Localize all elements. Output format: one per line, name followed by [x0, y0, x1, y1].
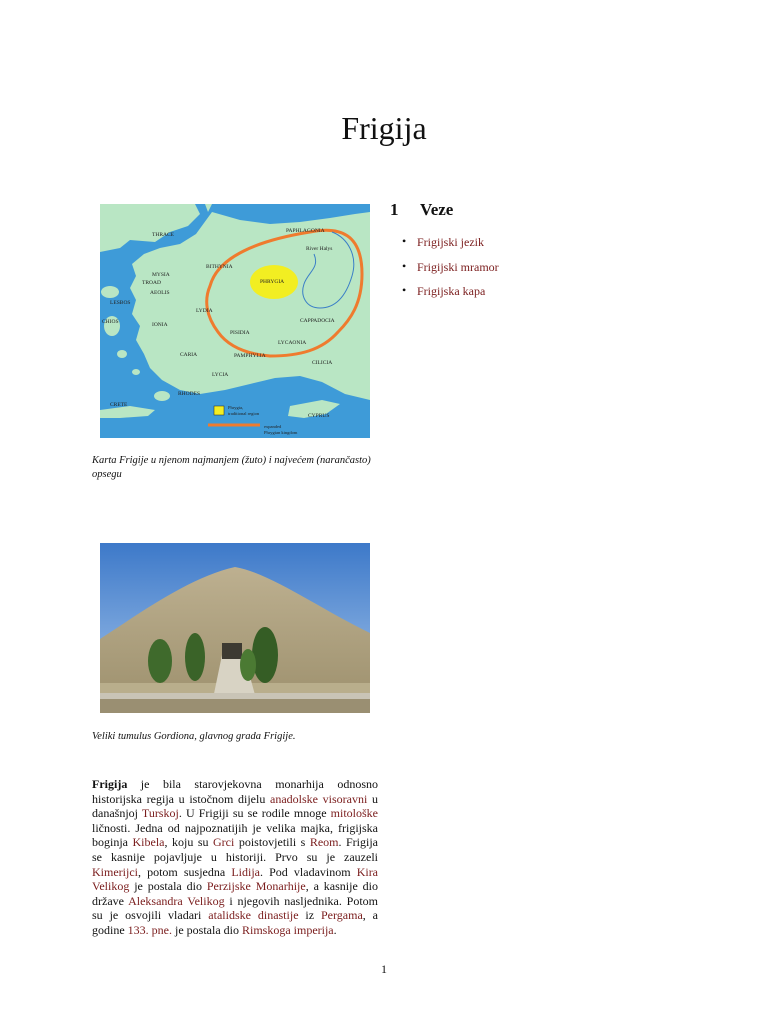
map-label: PAMPHYLIA	[234, 353, 266, 359]
map-label: LYCAONIA	[278, 340, 307, 346]
map-label: CARIA	[180, 352, 198, 358]
links-list	[402, 235, 499, 309]
map-label: LYCIA	[212, 372, 229, 378]
map-label: PAPHLAGONIA	[286, 228, 325, 234]
map-island-small	[117, 350, 127, 358]
text-run: , a kasnije dio države	[92, 879, 378, 908]
legend-core-swatch	[214, 406, 224, 415]
link-kimerijci[interactable]: Kimerijci	[92, 864, 138, 879]
text-run: , potom susjedna	[137, 864, 232, 879]
link-lidija[interactable]: Lidija	[231, 864, 260, 879]
photo-entrance	[222, 643, 242, 659]
map-label: CHIOS	[102, 319, 119, 325]
list-item	[402, 260, 499, 285]
map-label: MYSIA	[152, 272, 170, 278]
link-kira-velikog[interactable]: Kira Velikog	[92, 864, 379, 894]
section-title: Veze	[420, 200, 454, 219]
map-label: CAPPADOCIA	[300, 318, 335, 324]
map-label: CRETE	[110, 402, 128, 408]
legend-label: expanded	[264, 424, 282, 429]
text-run: , a godine	[92, 908, 378, 937]
link-aleksandra-velikog[interactable]: Aleksandra Velikog	[128, 893, 225, 908]
text-run: je bila starovjekovna monarhija odnosno historijska regija u istočnom dijelu	[92, 777, 378, 806]
map-island-small	[132, 369, 140, 375]
map-label: CILICIA	[312, 360, 333, 366]
legend-label: Phrygian kingdom	[264, 430, 298, 435]
text-run: . U Frigiji su se rodile mnoge	[178, 806, 331, 821]
text-run: ličnosti. Jedna od najpoznatijih je velika majka, frigijska boginja	[92, 820, 378, 850]
link-anadolske-visoravni[interactable]: anadolske visoravni	[270, 791, 368, 806]
text-run: iz	[298, 908, 321, 923]
link-grci[interactable]: Grci	[213, 835, 235, 850]
link-frigijski-mramor[interactable]: Frigijski mramor	[417, 259, 499, 274]
link-reom[interactable]: Reom	[309, 835, 339, 850]
map-label: RHODES	[178, 391, 201, 397]
photo-road	[100, 693, 370, 699]
map-label: IONIA	[152, 322, 168, 328]
page-title: Frigija	[341, 110, 427, 146]
link-pergama[interactable]: Pergama	[321, 908, 363, 923]
photo-tree	[240, 649, 256, 681]
link-133-pne[interactable]: 133. pne.	[127, 922, 172, 937]
link-kibela[interactable]: Kibela	[132, 835, 165, 850]
map-label: CYPRUS	[308, 413, 330, 419]
map-label: BITHYNIA	[206, 264, 233, 270]
link-frigijska-kapa[interactable]: Frigijska kapa	[417, 284, 486, 298]
link-atalidske-dinastije[interactable]: atalidske dinastije	[208, 908, 299, 923]
link-turskoj[interactable]: Turskoj	[141, 806, 179, 821]
article-subject: Frigija	[92, 777, 128, 791]
list-item	[402, 284, 499, 309]
text-run: u današnjoj	[92, 791, 378, 821]
link-rimskoga-imperija[interactable]: Rimskoga imperija	[241, 922, 334, 937]
map-island-lesbos	[101, 286, 119, 298]
map-label: LYDIA	[196, 308, 213, 314]
text-run: . Frigija se kasnije pojavljuje u historiji. Prvo su je zauzeli	[92, 835, 378, 864]
map-label: PHRYGIA	[260, 279, 285, 285]
map-label: LESBOS	[110, 300, 131, 306]
map-caption: Karta Frigije u njenom najmanjem (žuto) i najvećem (narančasto) opsegu	[92, 455, 371, 480]
link-frigijski-jezik[interactable]: Frigijski jezik	[417, 235, 484, 249]
tumulus-photo	[100, 543, 370, 713]
map-label: THRACE	[152, 232, 174, 238]
phrygia-map	[100, 204, 370, 438]
page-number: 1	[381, 962, 387, 976]
legend-label: Phrygia,	[228, 405, 244, 410]
list-item	[402, 235, 499, 260]
text-run: je postala dio	[129, 879, 207, 894]
map-label: AEOLIS	[150, 290, 170, 296]
map-label: TROAD	[142, 280, 161, 286]
photo-tree	[148, 639, 172, 683]
text-run: i njegovih nasljednika. Potom su je osvojili vladari	[92, 893, 378, 923]
map-island-rhodes	[154, 391, 170, 401]
photo-tree	[252, 627, 278, 683]
text-run: . Pod vladavinom	[260, 864, 357, 879]
text-run: , koju su	[164, 835, 213, 850]
text-run: je postala dio	[172, 922, 242, 937]
photo-foreground	[100, 699, 370, 713]
map-label: River Halys	[306, 246, 333, 252]
photo-caption: Veliki tumulus Gordiona, glavnog grada Frigije.	[92, 731, 296, 742]
link-perzijske-monarhije[interactable]: Perzijske Monarhije	[206, 879, 306, 894]
link-mitoloske[interactable]: mitološke	[330, 806, 378, 821]
legend-label: traditional region	[228, 411, 260, 416]
photo-tree	[185, 633, 205, 681]
map-label: PISIDIA	[230, 330, 250, 336]
text-run: poistovjetili s	[234, 835, 310, 850]
section-number: 1	[390, 200, 399, 219]
article-paragraph	[92, 777, 378, 938]
text-run: .	[333, 922, 337, 937]
section-heading	[390, 200, 453, 220]
